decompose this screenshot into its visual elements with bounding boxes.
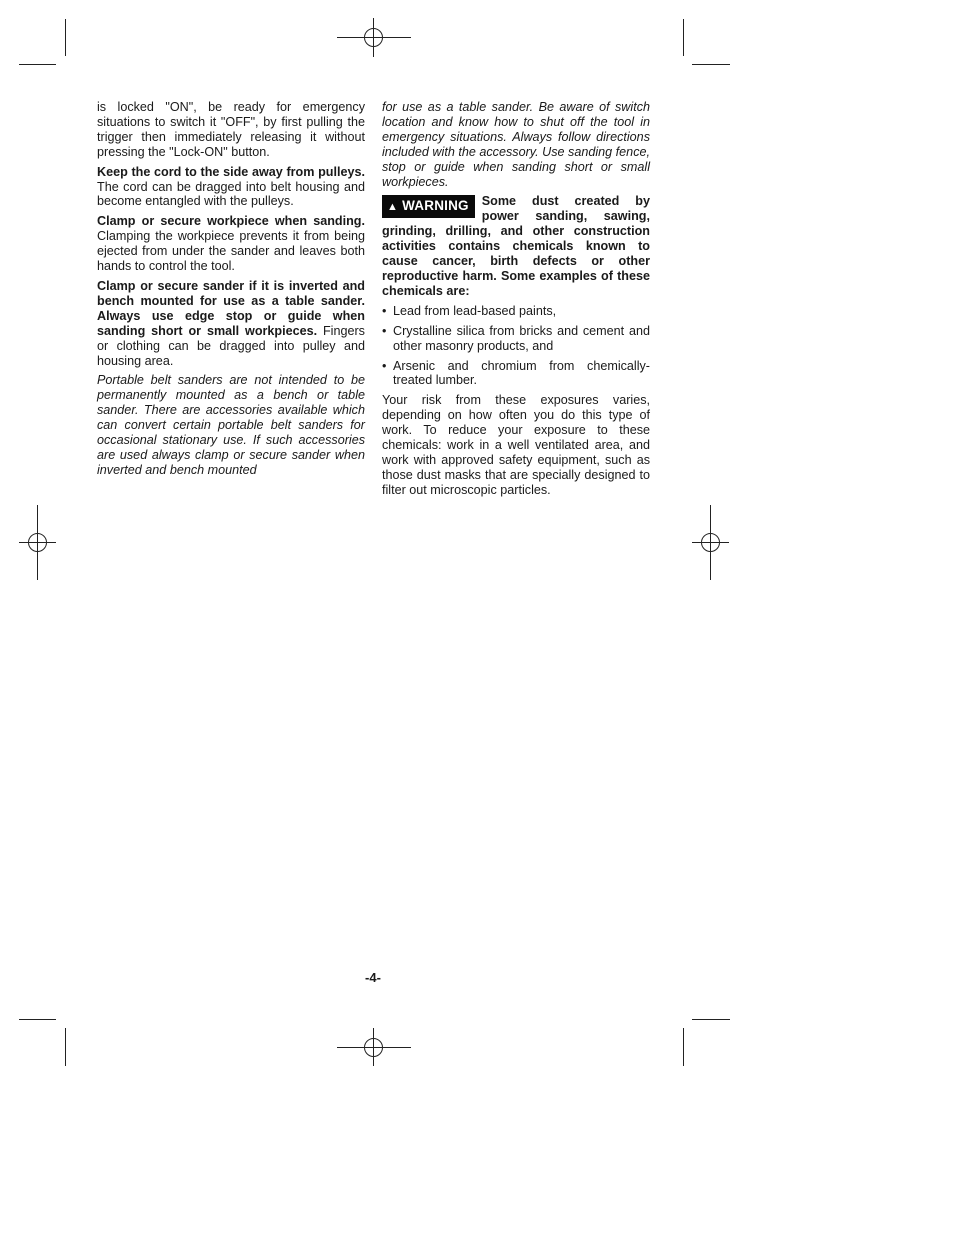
page-number: -4-	[365, 970, 381, 985]
left-column	[97, 100, 365, 483]
paragraph-cord-safety: Keep the cord to the side away from pulleys. The cord can be dragged into belt housing and become entangled with the pulleys.	[97, 164, 365, 209]
paragraph-bench-mount-note: Portable belt sanders are not intended to be permanently mounted as a bench or table sander. There are accessories available which can convert certain portable belt sanders for occasional stationary use. If such accessories are used always clamp or secure sander when inverted and bench mounted	[97, 373, 365, 477]
crop-mark-line	[683, 19, 684, 56]
warning-text: Some dust created by power sanding, sawing, grinding, drilling, and other construction activities contains chemicals known to cause cancer, birth defects or other reproductive harm. Some examples of these chemicals are:	[382, 194, 650, 298]
list-item: • Crystalline silica from bricks and cement and other masonry products, and	[382, 323, 650, 353]
bullet-icon: •	[382, 358, 387, 373]
list-item: • Lead from lead-based paints,	[382, 303, 557, 318]
warning-block	[382, 194, 650, 298]
crop-mark-line	[19, 64, 56, 65]
crop-mark-line	[683, 1028, 684, 1066]
crop-mark-line	[19, 1019, 56, 1020]
bullet-icon: •	[382, 303, 387, 318]
warning-label: WARNING	[402, 198, 469, 214]
paragraph-lock-on: is locked "ON", be ready for emergency situations to switch it "OFF", by first pulling the trigger then immediately releasing it without pressing the "Lock-ON" button.	[97, 100, 365, 159]
paragraph-clamp-sander: Clamp or secure sander if it is inverted and bench mounted for use as a table sander. Always use edge stop or guide when sanding short or small workpieces. Fingers or clothing can be dragged into pulley and housing area.	[97, 278, 365, 368]
paragraph-table-sander-note: for use as a table sander. Be aware of switch location and know how to shut off the tool in emergency situations. Always follow directions included with the accessory. Use sanding fence, stop or guide when sanding short or small workpieces.	[382, 100, 650, 189]
paragraph-exposure-risk: Your risk from these exposures varies, depending on how often you do this type of work. To reduce your exposure to these chemicals: work in a well ventilated area, and work with approved safety equipment, such as those dust masks that are specially designed to filter out microscopic particles.	[382, 393, 650, 497]
crop-mark-line	[65, 19, 66, 56]
warning-badge	[382, 195, 475, 218]
bullet-icon: •	[382, 323, 387, 338]
cord-safety-heading: Keep the cord to the side away from pulleys.	[97, 164, 365, 179]
warning-triangle-icon: ▲	[387, 201, 399, 214]
crop-mark-line	[65, 1028, 66, 1066]
paragraph-clamp-workpiece: Clamp or secure workpiece when sanding. Clamping the workpiece prevents it from being ejected from under the sander and leaves both hands to control the tool.	[97, 214, 365, 274]
crop-mark-line	[692, 64, 730, 65]
clamp-workpiece-heading: Clamp or secure workpiece when sanding.	[97, 214, 365, 229]
crop-mark-line	[692, 1019, 730, 1020]
right-column	[382, 100, 650, 503]
clamp-sander-heading: Clamp or secure sander if it is inverted and bench mounted for use as a table sander. Always use edge stop or guide when sanding short or small workpieces.	[97, 278, 365, 338]
chemicals-list	[382, 304, 650, 389]
list-item: • Arsenic and chromium from chemically-treated lumber.	[382, 358, 650, 388]
